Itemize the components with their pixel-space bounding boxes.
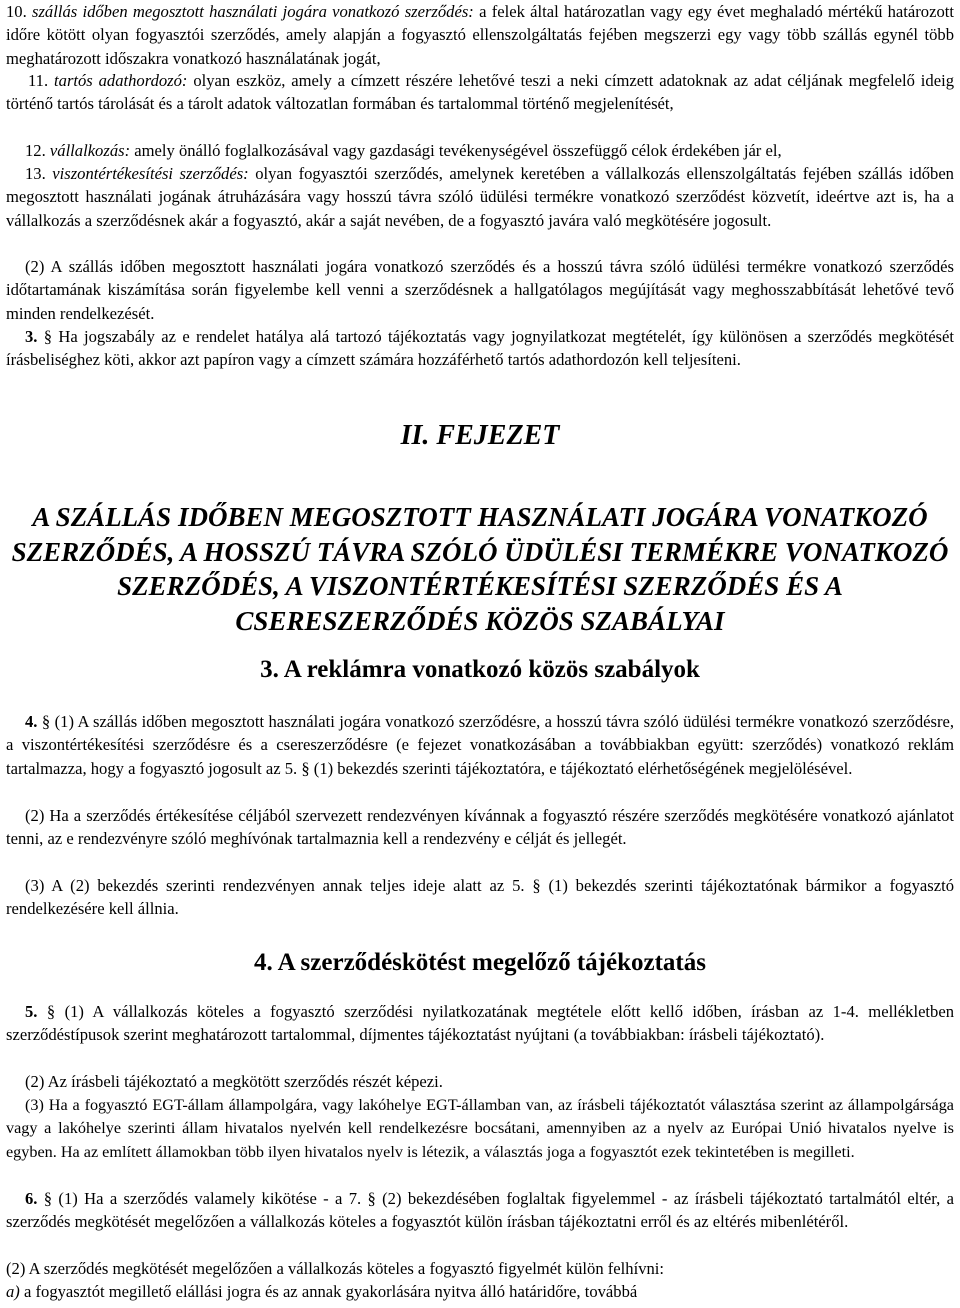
definition-text: a felek által határozatlan vagy egy évet meghaladó mértékű határozott időre kötött olyan fogyasztói szerződés, amely alapján a fogyasztó ellenszolgáltatás fejében megszerzi egy vagy több szállás egynél több meghatározott időszakra vonatkozó használatának jogát,	[6, 2, 954, 68]
chapter-heading: A SZÁLLÁS IDŐBEN MEGOSZTOTT HASZNÁLATI JOGÁRA VONATKOZÓ SZERZŐDÉS, A HOSSZÚ TÁVRA SZÓLÓ ÜDÜLÉSI TERMÉKRE VONATKOZÓ SZERZŐDÉS, A VISZONTÉRTÉKESÍTÉSI SZERZŐDÉS ÉS A CSERESZERZŐDÉS KÖZÖS SZABÁLYAI	[11, 502, 949, 636]
defined-term: vállalkozás:	[49, 141, 131, 160]
section-6-paragraph-2	[6, 1257, 954, 1280]
point-letter: a)	[6, 1282, 20, 1301]
definition-11	[6, 69, 954, 116]
definition-10	[6, 0, 954, 70]
section-5-paragraph-3	[6, 1094, 954, 1164]
item-number: 11.	[28, 71, 49, 90]
paragraph-text: § (1) Ha a szerződés valamely kikötése - a 7. § (2) bekezdésében foglaltak figyelemmel - az írásbeli tájékoztató tartalmától eltér, a szerződés megkötését megelőzően a vállalkozás köteles a fogyasztót külön írásban tájékoztatni erről és az eltérés mibenlétéről.	[6, 1189, 954, 1232]
item-number: 10.	[6, 2, 27, 21]
defined-term: tartós adathordozó:	[54, 71, 188, 90]
section-3-title: 3. A reklámra vonatkozó közös szabályok	[260, 656, 700, 683]
paragraph-text: (3) A (2) bekezdés szerinti rendezvényen annak teljes ideje alatt az 5. § (1) bekezdés szerinti tájékoztatónak bármikor a fogyasztó rendelkezésére kell állnia.	[6, 876, 954, 919]
section-4-paragraph-3	[6, 874, 954, 921]
definition-text: olyan eszköz, amely a címzett részére lehetővé teszi a neki címzett adatoknak az adat céljának megfelelő ideig történő tartós tárolását és a tárolt adatok változatlan formában és tartalommal történő megjelenítését,	[6, 71, 954, 114]
paragraph-text: (2) A szerződés megkötését megelőzően a vállalkozás köteles a fogyasztó figyelmét külön felhívni:	[6, 1259, 665, 1278]
section-6-paragraph-1	[6, 1187, 954, 1234]
item-number: 13.	[25, 164, 46, 183]
paragraph-2-2	[6, 255, 954, 325]
section-4-paragraph-2	[6, 804, 954, 851]
section-number: 6.	[25, 1189, 38, 1208]
paragraph-text: (2) Az írásbeli tájékoztató a megkötött szerződés részét képezi.	[25, 1072, 443, 1091]
chapter-title: II. FEJEZET	[400, 420, 560, 451]
section-4-title: 4. A szerződéskötést megelőző tájékoztatás	[254, 949, 706, 976]
paragraph-text: § (1) A vállalkozás köteles a fogyasztó szerződési nyilatkozatának megtétele előtt kellő időben, írásban az 1-4. mellékletben szerződéstípusok szerint meghatározott tartalommal, díjmentes tájékoztatást nyújtani (a továbbiakban: írásbeli tájékoztató).	[6, 1002, 955, 1045]
definition-13	[6, 162, 954, 232]
definition-text: olyan fogyasztói szerződés, amelynek keretében a vállalkozás ellenszolgáltatás fejében szállás időben megosztott használati jogának átruházására vagy hosszú távra szóló üdülési termékre vonatkozó szerződést közvetít, ideértve azt is, ha a vállalkozás a szerződésnek akár a fogyasztó, akár a saját nevében, de a fogyasztó javára való megkötésére jogosult.	[6, 164, 954, 230]
definition-text: amely önálló foglalkozásával vagy gazdasági tevékenységével összefüggő célok érdekében jár el,	[134, 141, 782, 160]
paragraph-text: (2) A szállás időben megosztott használati jogára vonatkozó szerződés és a hosszú távra szóló üdülési termékre vonatkozó szerződés időtartamának kiszámítása során figyelembe kell venni a szerződésnek a hallgatólagos megújítását vagy meghosszabbítását lehetővé tevő minden rendelkezését.	[6, 257, 954, 323]
section-3	[6, 325, 954, 372]
defined-term: szállás időben megosztott használati jogára vonatkozó szerződés:	[32, 2, 474, 21]
section-4-paragraph-1	[6, 710, 954, 780]
paragraph-text: § Ha jogszabály az e rendelet hatálya alá tartozó tájékoztatás vagy jognyilatkozat megtételét, így különösen a szerződés megkötését írásbeliséghez köti, akkor azt papíron vagy a címzett számára hozzáférhető tartós adathordozón kell teljesíteni.	[6, 327, 954, 370]
section-number: 3.	[25, 327, 38, 346]
paragraph-text: a fogyasztót megillető elállási jogra és az annak gyakorlására nyitva álló határidőre, továbbá	[23, 1282, 638, 1301]
definition-12	[6, 139, 954, 162]
paragraph-text: (3) Ha a fogyasztó EGT-állam állampolgára, vagy lakóhelye EGT-államban van, az írásbeli tájékoztatót választása szerint az állampolgársága vagy a lakóhelye szerinti állam hivatalos nyelvén kell rendelkezésre bocsátani, amennyiben az a nyelv az Európai Unió hivatalos nyelve is egyben. Ha az említett államokban több ilyen hivatalos nyelv is létezik, a választás joga a fogyasztót ezek tekintetében is megilleti.	[6, 1096, 954, 1161]
section-5-paragraph-1	[6, 1000, 954, 1047]
section-number: 4.	[25, 712, 38, 731]
item-number: 12.	[25, 141, 46, 160]
paragraph-text: § (1) A szállás időben megosztott használati jogára vonatkozó szerződésre, a hosszú távra szóló üdülési termékre vonatkozó szerződésre, a viszontértékesítési szerződésre és a csereszerződésre (e fejezet vonatkozásában a továbbiakban együtt: szerződés) vonatkozó reklám tartalmazza, hogy a fogyasztó jogosult az 5. § (1) bekezdés szerinti tájékoztatóra, e tájékoztató elérhetőségének megjelölésével.	[6, 712, 954, 778]
paragraph-text: (2) Ha a szerződés értékesítése céljából szervezett rendezvényen kívánnak a fogyasztó részére szerződés megkötésére vonatkozó ajánlatot tenni, az e rendezvényre szóló meghívónak tartalmaznia kell a rendezvény e célját és jellegét.	[6, 806, 954, 849]
section-5-paragraph-2	[6, 1070, 954, 1093]
defined-term: viszontértékesítési szerződés:	[52, 164, 249, 183]
section-6-point-a	[6, 1280, 954, 1303]
section-number: 5.	[25, 1002, 38, 1021]
